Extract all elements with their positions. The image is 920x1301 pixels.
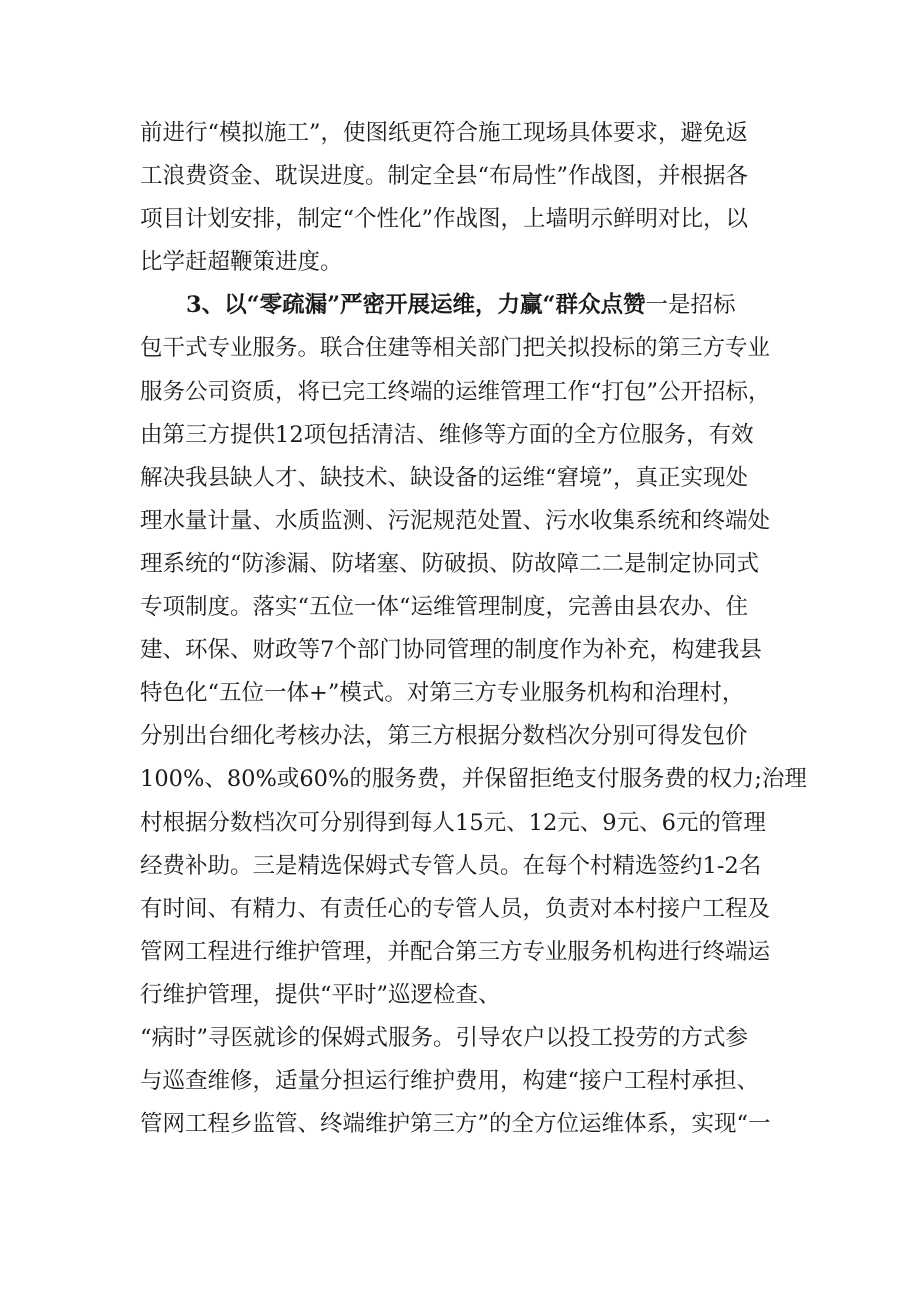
paragraph-line: 特色化“五位一体+”模式。对第三方专业服务机构和治理村， <box>140 680 745 707</box>
paragraph-line: 行维护管理，提供“平时”巡逻检查、 <box>140 981 501 1008</box>
paragraph-line: 理系统的“防渗漏、防堵塞、防破损、防故障二二是制定协同式 <box>140 550 760 577</box>
paragraph-line: 服务公司资质，将已完工终端的运维管理工作“打包”公开招标， <box>140 378 771 405</box>
paragraph-line: 分别出台细化考核办法，第三方根据分数档次分别可得发包价 <box>140 723 748 750</box>
paragraph-line: 管网工程乡监管、终端维护第三方”的全方位运维体系，实现“一 <box>140 1111 771 1138</box>
paragraph-line: 与巡查维修，适量分担运行维护费用，构建“接户工程村承担、 <box>140 1068 760 1095</box>
paragraph-line: 项目计划安排，制定“个性化”作战图，上墙明示鲜明对比，以 <box>140 206 749 233</box>
paragraph-line: 解决我县缺人才、缺技术、缺设备的运维“窘境”，真正实现处 <box>140 464 749 491</box>
paragraph-line: 管网工程进行维护管理，并配合第三方专业服务机构进行终端运 <box>140 938 771 965</box>
paragraph-line: 有时间、有精力、有责任心的专管人员，负责对本村接户工程及 <box>140 895 771 922</box>
paragraph-line: 包干式专业服务。联合住建等相关部门把关拟投标的第三方专业 <box>140 335 771 362</box>
paragraph-line: 理水量计量、水质监测、污泥规范处置、污水收集系统和终端处 <box>140 507 771 534</box>
section-heading: 3、以“零疏漏”严密开展运维，力赢“群众点赞 <box>186 292 646 319</box>
paragraph-line: 前进行“模拟施工”，使图纸更符合施工现场具体要求，避免返 <box>140 120 749 146</box>
paragraph-line: “病时”寻医就诊的保姆式服务。引导农户以投工投劳的方式参 <box>140 1024 749 1051</box>
heading-tail-text: 一是招标 <box>645 292 736 319</box>
paragraph-line: 经费补助。三是精选保姆式专管人员。在每个村精选签约1-2名 <box>140 852 762 879</box>
paragraph-line: 专项制度。落实“五位一体“运维管理制度，完善由县农办、住 <box>140 594 749 621</box>
document-body <box>140 112 807 1146</box>
paragraph-line: 建、环保、财政等7个部门协同管理的制度作为补充，构建我县 <box>140 637 762 664</box>
paragraph-line: 由第三方提供12项包括清洁、维修等方面的全方位服务，有效 <box>140 421 754 448</box>
paragraph-line: 工浪费资金、耽误进度。制定全县“布局性”作战图，并根据各 <box>140 163 749 190</box>
paragraph-line: 比学赶超鞭策进度。 <box>140 249 343 276</box>
section-heading-line <box>140 284 790 327</box>
paragraph-line: 村根据分数档次可分别得到每人15元、12元、9元、6元的管理 <box>140 809 766 836</box>
paragraph-line: 100%、80%或60%的服务费，并保留拒绝支付服务费的权力;治理 <box>140 766 807 793</box>
